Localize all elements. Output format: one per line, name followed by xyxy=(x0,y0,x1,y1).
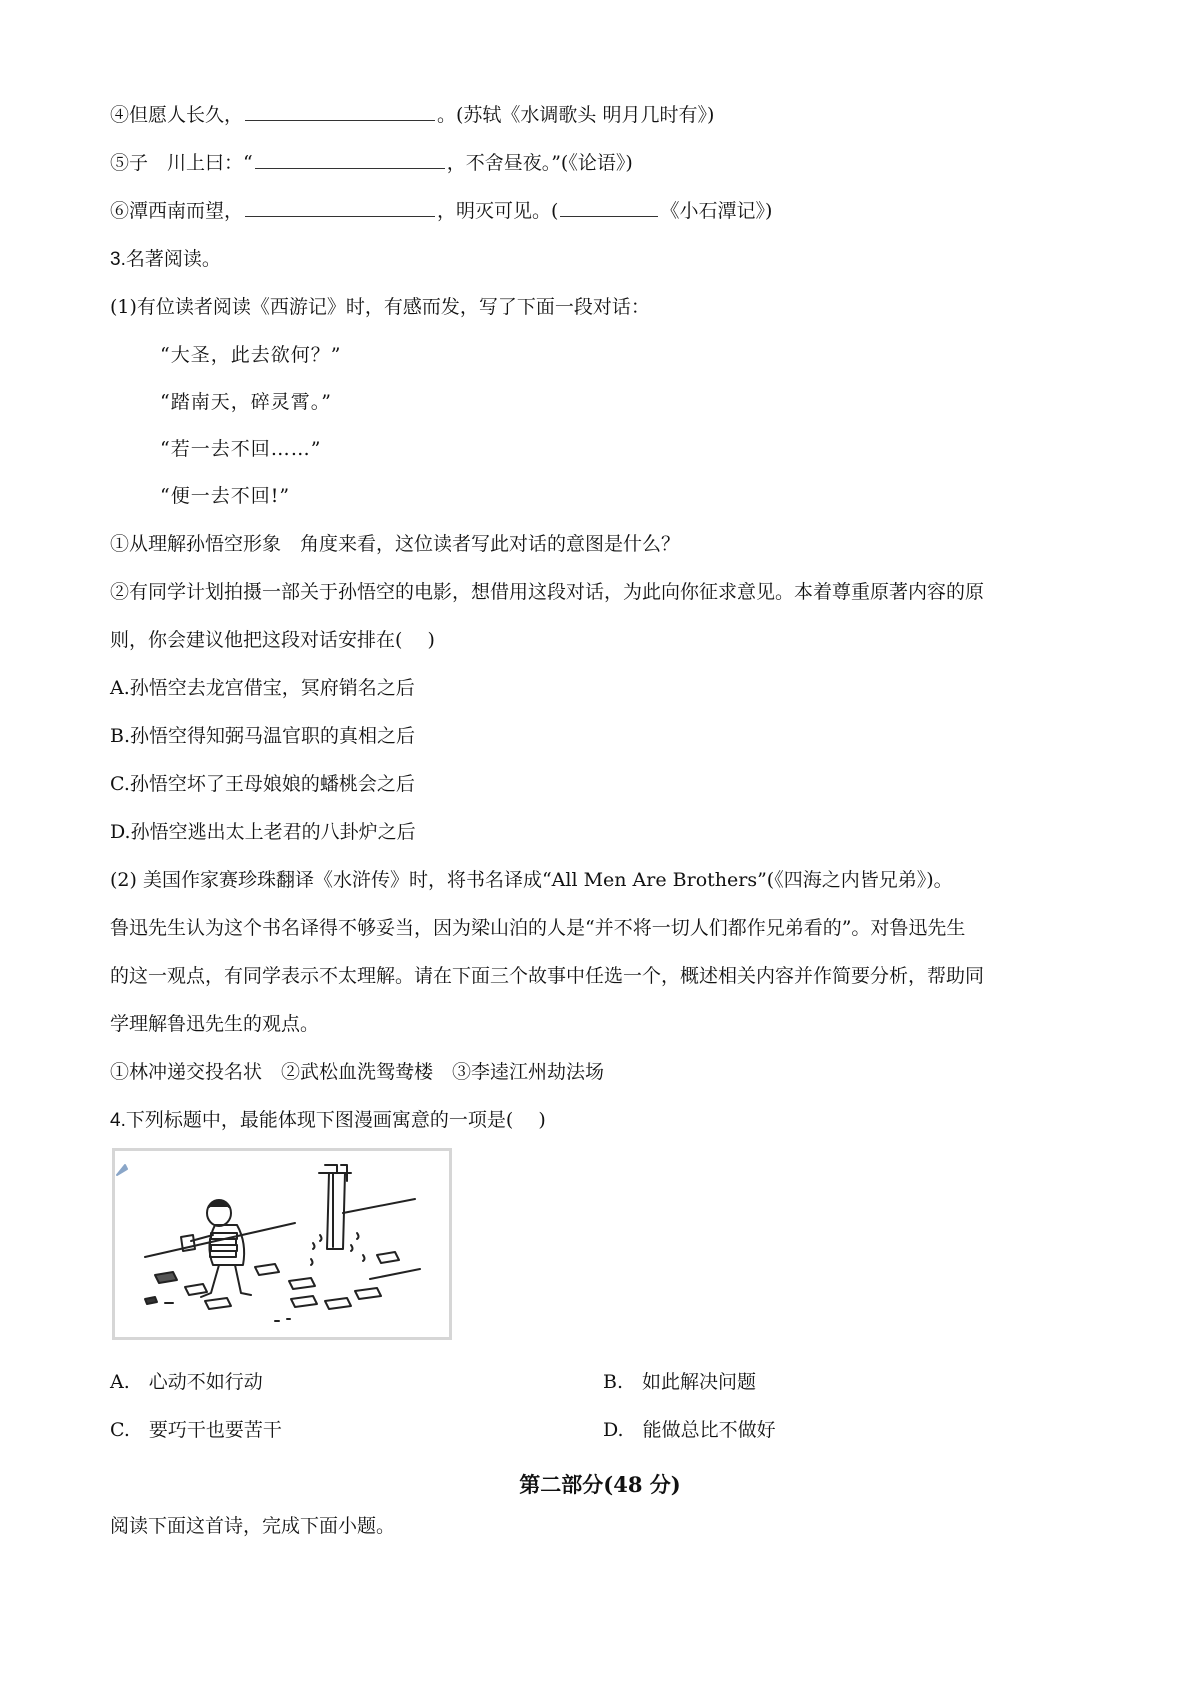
sub-question-2-line-1: ②有同学计划拍摄一部关于孙悟空的电影，想借用这段对话，为此向你征求意见。本着尊重原著内容的原 xyxy=(110,581,985,603)
comic-illustration xyxy=(112,1148,452,1340)
question-3-title xyxy=(110,250,221,269)
option-d[interactable]: D. 能做总比不做好 xyxy=(603,1419,776,1441)
answer-blank[interactable] xyxy=(255,167,445,169)
question-number: 3. xyxy=(110,249,126,270)
dialogue-line: “便一去不回!” xyxy=(160,485,291,507)
question-title-text: 下列标题中，最能体现下图漫画寓意的一项是( ) xyxy=(125,1109,546,1131)
fill-in-item-6 xyxy=(110,202,772,221)
fill-in-suffix: ，不舍昼夜。”(《论语》) xyxy=(446,152,633,174)
question-3-part-2-line: 的这一观点，有同学表示不太理解。请在下面三个故事中任选一个，概述相关内容并作简要分析，帮助同 xyxy=(110,965,985,987)
question-3-part-2-line: 鲁迅先生认为这个书名译得不够妥当，因为梁山泊的人是“并不将一切人们都作兄弟看的”。对鲁迅先生 xyxy=(110,917,966,939)
option-c[interactable]: C.孙悟空坏了王母娘娘的蟠桃会之后 xyxy=(110,773,415,795)
question-3-part-1-intro: (1)有位读者阅读《西游记》时，有感而发，写了下面一段对话： xyxy=(110,296,650,318)
fill-in-suffix: 《小石潭记》) xyxy=(660,200,773,222)
fill-in-middle: ，明灭可见。( xyxy=(437,200,559,222)
dialogue-line: “大圣，此去欲何？” xyxy=(160,344,342,366)
option-b[interactable]: B.孙悟空得知弼马温官职的真相之后 xyxy=(110,725,416,747)
fill-in-suffix: 。(苏轼《水调歌头 明月几时有》) xyxy=(437,104,715,126)
question-3-part-2-line: 学理解鲁迅先生的观点。 xyxy=(110,1013,320,1035)
dialogue-line: “若一去不回……” xyxy=(160,438,322,460)
fill-in-item-4 xyxy=(110,106,714,125)
question-3-part-2-line: (2) 美国作家赛珍珠翻译《水浒传》时，将书名译成“All Men Are Brothers”(《四海之内皆兄弟》)。 xyxy=(110,869,953,891)
question-title-text: 名著阅读。 xyxy=(125,248,221,270)
option-d[interactable]: D.孙悟空逃出太上老君的八卦炉之后 xyxy=(110,821,416,843)
fill-in-prefix: ⑤子 川上曰：“ xyxy=(110,152,253,174)
sub-question-2-line-2: 则，你会建议他把这段对话安排在( ) xyxy=(110,629,435,651)
section-title: 第二部分(48 分) xyxy=(519,1472,681,1497)
option-a[interactable]: A.孙悟空去龙宫借宝，冥府销名之后 xyxy=(110,677,415,699)
answer-blank[interactable] xyxy=(245,215,435,217)
question-number: 4. xyxy=(110,1110,126,1131)
author-blank[interactable] xyxy=(560,215,658,217)
fill-in-item-5 xyxy=(110,154,633,173)
option-a[interactable]: A. 心动不如行动 xyxy=(110,1371,263,1393)
fill-in-prefix: ⑥潭西南而望， xyxy=(110,200,244,222)
option-b[interactable]: B. 如此解决问题 xyxy=(603,1371,757,1393)
answer-blank[interactable] xyxy=(245,119,435,121)
reading-instruction: 阅读下面这首诗，完成下面小题。 xyxy=(110,1515,396,1537)
dialogue-line: “踏南天，碎灵霄。” xyxy=(160,391,332,413)
fill-in-prefix: ④但愿人长久， xyxy=(110,104,244,126)
sub-question-1: ①从理解孙悟空形象 角度来看，这位读者写此对话的意图是什么？ xyxy=(110,533,681,555)
story-choices: ①林冲递交投名状 ②武松血洗鸳鸯楼 ③李逵江州劫法场 xyxy=(110,1061,605,1083)
question-4-title xyxy=(110,1111,546,1130)
option-c[interactable]: C. 要巧干也要苦干 xyxy=(110,1419,282,1441)
